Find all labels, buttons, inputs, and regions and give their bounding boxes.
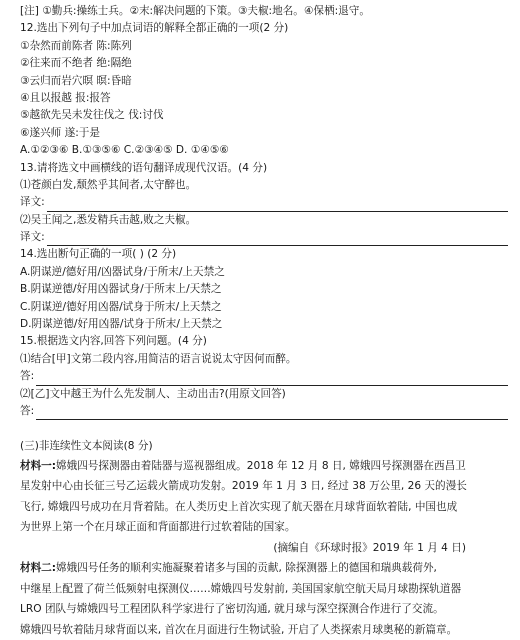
q13-sentence-2: ⑵吴王闻之,悉发精兵击越,败之夫椒。 bbox=[20, 213, 197, 226]
section-title: (三)非连续性文本阅读(8 分) bbox=[20, 440, 153, 453]
material-2-row: 中继星上配置了荷兰低频射电探测仪……嫦娥四号发射前, 美国国家航空航天局月球勘探轨道器 bbox=[20, 582, 462, 595]
q14-option-b: B.阴谋逆德/好用凶器试身/于所末上/天禁之 bbox=[20, 283, 222, 296]
question-12: 12.选出下列句子中加点词语的解释全都正确的一项(2 分) bbox=[20, 22, 289, 35]
answer-label: 译文: bbox=[20, 196, 45, 209]
q14-option-d: D.阴谋逆德/好用凶器/试身于所末/上天禁之 bbox=[20, 318, 223, 331]
answer-line-q15-1[interactable] bbox=[20, 368, 508, 385]
material-2-label: 材料二: bbox=[20, 562, 57, 575]
q14-option-c: C.阴谋逆/德好用凶器/试身于所末/上天禁之 bbox=[20, 300, 222, 313]
answer-line-translation-1[interactable] bbox=[20, 194, 508, 211]
question-13: 13.请将选文中画横线的语句翻译成现代汉语。(4 分) bbox=[20, 161, 268, 174]
material-1-source: (摘编自《环球时报》2019 年 1 月 4 日) bbox=[273, 541, 466, 554]
answer-label: 答: bbox=[20, 370, 35, 383]
q12-item-6: ⑥遂兴师 遂:于是 bbox=[20, 126, 100, 139]
q12-item-3: ③云归而岩穴暝 暝:昏暗 bbox=[20, 74, 132, 87]
answer-rule bbox=[36, 373, 508, 386]
material-1-label: 材料一: bbox=[20, 459, 57, 472]
q13-sentence-1: ⑴苍颜白发,颓然乎其间者,太守醉也。 bbox=[20, 178, 197, 191]
answer-line-q15-2[interactable] bbox=[20, 403, 508, 420]
question-14: 14.选出断句正确的一项( ) (2 分) bbox=[20, 248, 177, 261]
material-1-row: 为世界上第一个在月球正面和背面都进行过软着陆的国家。 bbox=[20, 521, 296, 534]
answer-rule bbox=[47, 199, 508, 212]
answer-rule bbox=[36, 407, 508, 420]
q12-item-5: ⑤越欲先吴未发往伐之 伐:讨伐 bbox=[20, 109, 164, 122]
question-15: 15.根据选文内容,回答下列问题。(4 分) bbox=[20, 335, 207, 348]
answer-label: 答: bbox=[20, 404, 35, 417]
material-2 bbox=[20, 558, 508, 640]
note-line: [注] ①勤兵:操练士兵。②末:解决问题的下策。③夫椒:地名。④保栖:退守。 bbox=[20, 5, 370, 17]
material-2-row: 嫦娥四号软着陆月球背面以来, 首次在月面进行生物试验, 开启了人类探索月球奥秘的新篇章。 bbox=[20, 623, 458, 636]
material-1 bbox=[20, 456, 508, 559]
q12-item-2: ②往来而不绝者 绝:隔绝 bbox=[20, 57, 132, 70]
q14-option-a: A.阴谋逆/德好用/凶器试身/于所末/上天禁之 bbox=[20, 265, 225, 278]
material-2-row: 材料二:嫦娥四号任务的顺利实施凝聚着诸多与国的贡献, 除探测器上的德国和瑞典载荷外, bbox=[20, 562, 437, 575]
q12-item-1: ①杂然而前陈者 陈:陈列 bbox=[20, 39, 132, 52]
answer-line-translation-2[interactable] bbox=[20, 229, 508, 246]
material-1-row: 飞行, 嫦娥四号成功在月背着陆。在人类历史上首次实现了航天器在月球背面软着陆, 中国也成 bbox=[20, 500, 458, 513]
material-1-row: 星发射中心由长征三号乙运载火箭成功发射。2019 年 1 月 3 日, 经过 38 万公里, 26 天的漫长 bbox=[20, 480, 467, 493]
answer-label: 译文: bbox=[20, 231, 45, 244]
q12-item-4: ④且以报越 报:报答 bbox=[20, 91, 111, 104]
material-2-row: LRO 团队与嫦娥四号工程团队科学家进行了密切沟通, 就月球与深空探测合作进行了交流。 bbox=[20, 603, 444, 616]
q12-options: A.①②③⑥ B.①③⑤⑥ C.②③④⑤ D. ①④⑤⑥ bbox=[20, 144, 229, 157]
q15-part-1: ⑴结合[甲]文第二段内容,用简洁的语言说说太守因何而醉。 bbox=[20, 352, 297, 365]
material-1-row: 材料一:嫦娥四号探测器由着陆器与巡视器组成。2018 年 12 月 8 日, 嫦娥四号探测器在西昌卫 bbox=[20, 459, 466, 472]
q15-part-2: ⑵[乙]文中越王为什么先发制人、主动出击?(用原文回答) bbox=[20, 387, 286, 400]
answer-rule bbox=[47, 233, 508, 246]
